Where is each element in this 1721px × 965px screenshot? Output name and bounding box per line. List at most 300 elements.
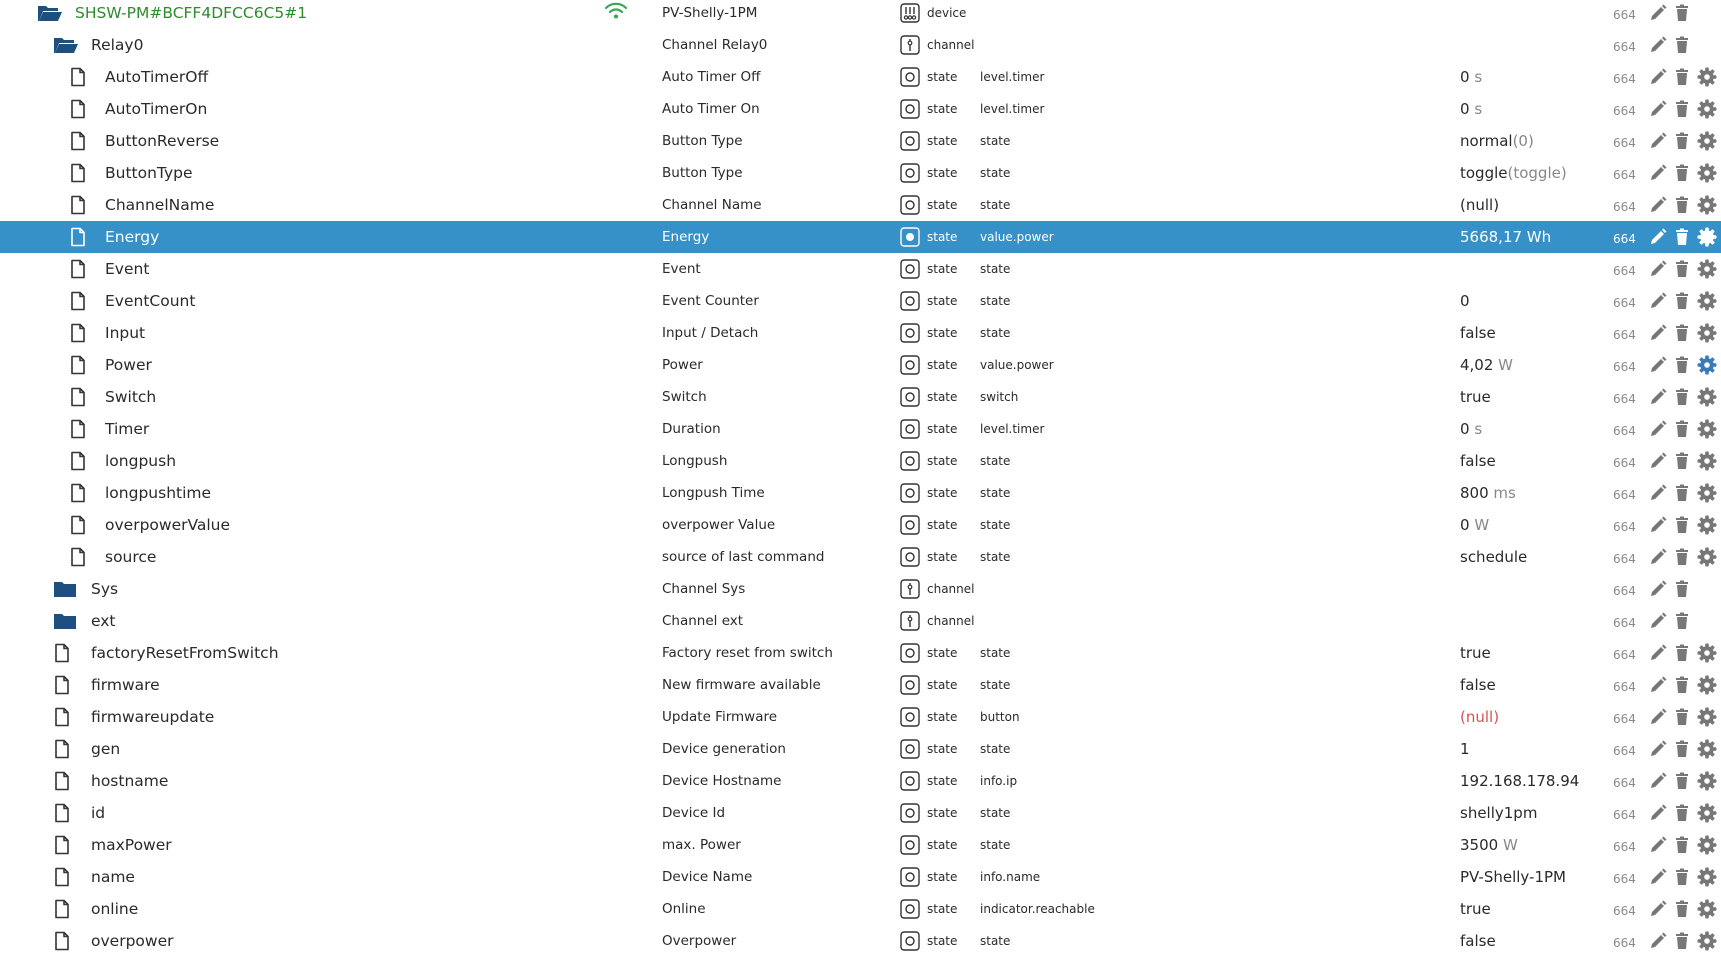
trash-icon[interactable] — [1672, 195, 1692, 215]
acl-value: 664 — [1613, 168, 1636, 182]
trash-icon[interactable] — [1672, 675, 1692, 695]
object-value[interactable] — [1460, 349, 1513, 381]
acl-value: 664 — [1613, 328, 1636, 342]
pencil-icon[interactable] — [1648, 163, 1668, 183]
trash-icon[interactable] — [1672, 99, 1692, 119]
gear-icon[interactable] — [1697, 931, 1717, 951]
tree-row[interactable] — [0, 861, 1721, 893]
tree-row[interactable] — [0, 637, 1721, 669]
object-id: longpushtime — [105, 484, 212, 502]
tree-row[interactable] — [0, 573, 1721, 605]
trash-icon[interactable] — [1672, 163, 1692, 183]
acl-value: 664 — [1613, 232, 1636, 246]
tree-row[interactable] — [0, 253, 1721, 285]
tree-row[interactable] — [0, 29, 1721, 61]
gear-icon[interactable] — [1697, 515, 1717, 535]
state-icon — [900, 67, 920, 87]
trash-icon[interactable] — [1672, 643, 1692, 663]
object-name[interactable]: Event Counter — [662, 293, 759, 309]
object-id: overpowerValue — [105, 516, 231, 534]
object-type: state — [927, 262, 958, 276]
pencil-icon[interactable] — [1648, 387, 1668, 407]
value-text: false — [1460, 676, 1496, 694]
value-text: 192.168.178.94 — [1460, 772, 1580, 790]
pencil-icon[interactable] — [1648, 707, 1668, 727]
file-icon[interactable] — [53, 771, 75, 791]
object-value[interactable] — [1460, 285, 1470, 317]
pencil-icon[interactable] — [1648, 355, 1668, 375]
object-name[interactable]: Button Type — [662, 133, 743, 149]
file-icon[interactable] — [69, 67, 91, 87]
object-role: level.timer — [980, 102, 1045, 116]
object-id: Switch — [105, 388, 157, 406]
object-type: state — [927, 550, 958, 564]
gear-icon[interactable] — [1697, 483, 1717, 503]
pencil-icon[interactable] — [1648, 899, 1668, 919]
object-name[interactable]: Channel Sys — [662, 581, 746, 597]
object-name[interactable]: Auto Timer On — [662, 101, 760, 117]
file-icon[interactable] — [69, 547, 91, 567]
state-icon — [900, 707, 920, 727]
gear-icon[interactable] — [1697, 419, 1717, 439]
tree-row[interactable] — [0, 669, 1721, 701]
pencil-icon[interactable] — [1648, 3, 1668, 23]
object-name[interactable]: Auto Timer Off — [662, 69, 761, 85]
trash-icon[interactable] — [1672, 291, 1692, 311]
file-icon[interactable] — [69, 227, 91, 247]
object-type: state — [927, 166, 958, 180]
object-name[interactable]: Duration — [662, 421, 721, 437]
gear-icon[interactable] — [1697, 771, 1717, 791]
trash-icon[interactable] — [1672, 355, 1692, 375]
object-type: channel — [927, 582, 975, 596]
pencil-icon[interactable] — [1648, 291, 1668, 311]
pencil-icon[interactable] — [1648, 835, 1668, 855]
object-value[interactable] — [1460, 541, 1527, 573]
object-id: AutoTimerOff — [105, 68, 209, 86]
pencil-icon[interactable] — [1648, 195, 1668, 215]
acl-value: 664 — [1613, 872, 1636, 886]
object-type: state — [927, 326, 958, 340]
file-icon[interactable] — [69, 131, 91, 151]
value-unit: s — [1469, 420, 1483, 438]
pencil-icon[interactable] — [1648, 259, 1668, 279]
gear-icon[interactable] — [1697, 259, 1717, 279]
object-type: channel — [927, 38, 975, 52]
object-name[interactable]: Update Firmware — [662, 709, 778, 725]
value-text: false — [1460, 324, 1496, 342]
tree-row[interactable] — [0, 541, 1721, 573]
object-value[interactable] — [1460, 381, 1491, 413]
object-role: state — [980, 934, 1011, 948]
tree-row[interactable] — [0, 285, 1721, 317]
tree-row[interactable] — [0, 317, 1721, 349]
object-value[interactable] — [1460, 829, 1518, 861]
object-name[interactable]: Factory reset from switch — [662, 645, 833, 661]
object-value[interactable] — [1460, 93, 1482, 125]
object-name[interactable]: Longpush Time — [662, 485, 765, 501]
file-icon[interactable] — [69, 99, 91, 119]
tree-row[interactable] — [0, 381, 1721, 413]
object-name[interactable]: Switch — [662, 389, 707, 405]
object-name[interactable]: Device Hostname — [662, 773, 782, 789]
value-unit: (toggle) — [1507, 164, 1567, 182]
acl-value: 664 — [1613, 456, 1636, 470]
trash-icon[interactable] — [1672, 3, 1692, 23]
trash-icon[interactable] — [1672, 579, 1692, 599]
state-icon — [900, 323, 920, 343]
acl-value: 664 — [1613, 72, 1636, 86]
folder-closed-icon[interactable] — [53, 579, 75, 599]
tree-row[interactable] — [0, 221, 1721, 253]
object-role: state — [980, 646, 1011, 660]
folder-open-icon[interactable] — [37, 3, 59, 23]
acl-value: 664 — [1613, 8, 1636, 22]
object-role: state — [980, 198, 1011, 212]
pencil-icon[interactable] — [1648, 771, 1668, 791]
folder-open-icon[interactable] — [53, 35, 75, 55]
object-value[interactable] — [1460, 637, 1491, 669]
object-id: Event — [105, 260, 150, 278]
gear-icon[interactable] — [1697, 323, 1717, 343]
object-type: state — [927, 902, 958, 916]
object-id: gen — [91, 740, 121, 758]
folder-closed-icon[interactable] — [53, 611, 75, 631]
object-name[interactable]: New firmware available — [662, 677, 821, 693]
file-icon[interactable] — [69, 419, 91, 439]
object-value[interactable] — [1460, 317, 1496, 349]
object-name[interactable]: Input / Detach — [662, 325, 759, 341]
pencil-icon[interactable] — [1648, 515, 1668, 535]
pencil-icon[interactable] — [1648, 643, 1668, 663]
object-id: Relay0 — [91, 36, 144, 54]
tree-row[interactable] — [0, 445, 1721, 477]
state-icon — [900, 291, 920, 311]
tree-row[interactable] — [0, 605, 1721, 637]
trash-icon[interactable] — [1672, 483, 1692, 503]
trash-icon[interactable] — [1672, 867, 1692, 887]
object-name[interactable]: PV-Shelly-1PM — [662, 5, 758, 21]
value-unit: W — [1493, 356, 1514, 374]
file-icon[interactable] — [69, 259, 91, 279]
object-type: state — [927, 646, 958, 660]
value-unit: ms — [1488, 484, 1516, 502]
object-name[interactable]: Device generation — [662, 741, 786, 757]
acl-value: 664 — [1613, 936, 1636, 950]
object-id: ChannelName — [105, 196, 215, 214]
pencil-icon[interactable] — [1648, 803, 1668, 823]
gear-icon[interactable] — [1697, 387, 1717, 407]
object-name[interactable]: Overpower — [662, 933, 737, 949]
trash-icon[interactable] — [1672, 611, 1692, 631]
object-name[interactable]: Button Type — [662, 165, 743, 181]
trash-icon[interactable] — [1672, 323, 1692, 343]
object-type: channel — [927, 614, 975, 628]
state-icon — [900, 259, 920, 279]
object-id: ButtonType — [105, 164, 193, 182]
trash-icon[interactable] — [1672, 419, 1692, 439]
object-value[interactable] — [1460, 445, 1496, 477]
pencil-icon[interactable] — [1648, 227, 1668, 247]
object-type: state — [927, 422, 958, 436]
object-type: state — [927, 774, 958, 788]
pencil-icon[interactable] — [1648, 451, 1668, 471]
tree-row[interactable] — [0, 157, 1721, 189]
object-name[interactable]: Online — [662, 901, 706, 917]
value-text: 800 — [1460, 484, 1489, 502]
file-icon[interactable] — [69, 355, 91, 375]
object-id: Timer — [105, 420, 150, 438]
object-type: state — [927, 294, 958, 308]
tree-row[interactable] — [0, 893, 1721, 925]
trash-icon[interactable] — [1672, 899, 1692, 919]
object-value[interactable] — [1460, 701, 1499, 733]
gear-icon[interactable] — [1697, 355, 1717, 375]
object-value[interactable] — [1460, 157, 1567, 189]
pencil-icon[interactable] — [1648, 931, 1668, 951]
gear-icon[interactable] — [1697, 291, 1717, 311]
trash-icon[interactable] — [1672, 515, 1692, 535]
object-value[interactable] — [1460, 861, 1566, 893]
pencil-icon[interactable] — [1648, 739, 1668, 759]
gear-icon[interactable] — [1697, 451, 1717, 471]
trash-icon[interactable] — [1672, 131, 1692, 151]
object-type: device — [927, 6, 967, 20]
pencil-icon[interactable] — [1648, 131, 1668, 151]
pencil-icon[interactable] — [1648, 579, 1668, 599]
trash-icon[interactable] — [1672, 803, 1692, 823]
tree-row[interactable] — [0, 701, 1721, 733]
file-icon[interactable] — [69, 163, 91, 183]
trash-icon[interactable] — [1672, 771, 1692, 791]
object-value[interactable] — [1460, 733, 1470, 765]
state-icon — [900, 355, 920, 375]
value-text: 0 — [1460, 292, 1470, 310]
object-role: state — [980, 454, 1011, 468]
file-icon[interactable] — [53, 739, 75, 759]
state-icon — [900, 515, 920, 535]
value-text: true — [1460, 644, 1491, 662]
state-icon — [900, 387, 920, 407]
trash-icon[interactable] — [1672, 227, 1692, 247]
gear-icon[interactable] — [1697, 99, 1717, 119]
object-value[interactable] — [1460, 125, 1534, 157]
object-value[interactable] — [1460, 669, 1496, 701]
tree-row[interactable] — [0, 925, 1721, 957]
object-name[interactable]: Channel ext — [662, 613, 744, 629]
object-id: Power — [105, 356, 152, 374]
tree-row[interactable] — [0, 797, 1721, 829]
state-icon — [900, 227, 920, 247]
file-icon[interactable] — [53, 707, 75, 727]
wifi-icon — [603, 0, 629, 21]
object-type: state — [927, 134, 958, 148]
object-id: firmware — [91, 676, 160, 694]
object-role: state — [980, 262, 1011, 276]
value-text: true — [1460, 900, 1491, 918]
trash-icon[interactable] — [1672, 35, 1692, 55]
object-value[interactable] — [1460, 925, 1496, 957]
gear-icon[interactable] — [1697, 707, 1717, 727]
state-icon — [900, 931, 920, 951]
acl-value: 664 — [1613, 840, 1636, 854]
object-role: state — [980, 678, 1011, 692]
object-type: state — [927, 678, 958, 692]
object-role: state — [980, 806, 1011, 820]
trash-icon[interactable] — [1672, 931, 1692, 951]
pencil-icon[interactable] — [1648, 867, 1668, 887]
tree-row[interactable] — [0, 765, 1721, 797]
trash-icon[interactable] — [1672, 67, 1692, 87]
value-text: 0 — [1460, 68, 1470, 86]
object-role: state — [980, 518, 1011, 532]
pencil-icon[interactable] — [1648, 419, 1668, 439]
tree-row[interactable] — [0, 189, 1721, 221]
object-id: longpush — [105, 452, 177, 470]
tree-row[interactable] — [0, 509, 1721, 541]
object-name[interactable]: Event — [662, 261, 701, 277]
acl-value: 664 — [1613, 488, 1636, 502]
state-icon — [900, 99, 920, 119]
trash-icon[interactable] — [1672, 451, 1692, 471]
object-type: state — [927, 358, 958, 372]
pencil-icon[interactable] — [1648, 611, 1668, 631]
state-icon — [900, 483, 920, 503]
object-value[interactable] — [1460, 189, 1499, 221]
object-role: state — [980, 294, 1011, 308]
value-unit: W — [1469, 516, 1490, 534]
object-name[interactable]: Longpush — [662, 453, 728, 469]
file-icon[interactable] — [53, 675, 75, 695]
gear-icon[interactable] — [1697, 227, 1717, 247]
object-value[interactable] — [1460, 477, 1516, 509]
gear-icon[interactable] — [1697, 643, 1717, 663]
tree-row[interactable] — [0, 0, 1721, 29]
file-icon[interactable] — [69, 451, 91, 471]
value-text: normal — [1460, 132, 1513, 150]
object-id: name — [91, 868, 135, 886]
file-icon[interactable] — [53, 899, 75, 919]
acl-value: 664 — [1613, 808, 1636, 822]
gear-icon[interactable] — [1697, 899, 1717, 919]
object-name[interactable]: Power — [662, 357, 703, 373]
object-role: state — [980, 838, 1011, 852]
object-name[interactable]: source of last command — [662, 549, 825, 565]
object-value[interactable] — [1460, 413, 1482, 445]
tree-row[interactable] — [0, 349, 1721, 381]
acl-value: 664 — [1613, 776, 1636, 790]
file-icon[interactable] — [69, 291, 91, 311]
value-unit: Wh — [1522, 228, 1552, 246]
gear-icon[interactable] — [1697, 739, 1717, 759]
object-name[interactable]: Channel Relay0 — [662, 37, 768, 53]
pencil-icon[interactable] — [1648, 99, 1668, 119]
file-icon[interactable] — [53, 803, 75, 823]
object-type: state — [927, 230, 958, 244]
file-icon[interactable] — [69, 515, 91, 535]
pencil-icon[interactable] — [1648, 323, 1668, 343]
trash-icon[interactable] — [1672, 259, 1692, 279]
file-icon[interactable] — [53, 931, 75, 951]
object-name[interactable]: Device Id — [662, 805, 726, 821]
state-icon — [900, 643, 920, 663]
tree-row[interactable] — [0, 733, 1721, 765]
tree-row[interactable] — [0, 413, 1721, 445]
tree-row[interactable] — [0, 477, 1721, 509]
file-icon[interactable] — [53, 867, 75, 887]
object-value[interactable] — [1460, 61, 1482, 93]
object-value[interactable] — [1460, 221, 1551, 253]
gear-icon[interactable] — [1697, 163, 1717, 183]
object-name[interactable]: overpower Value — [662, 517, 776, 533]
file-icon[interactable] — [53, 835, 75, 855]
file-icon[interactable] — [69, 387, 91, 407]
object-name[interactable]: max. Power — [662, 837, 741, 853]
gear-icon[interactable] — [1697, 675, 1717, 695]
gear-icon[interactable] — [1697, 803, 1717, 823]
state-icon — [900, 803, 920, 823]
gear-icon[interactable] — [1697, 867, 1717, 887]
pencil-icon[interactable] — [1648, 67, 1668, 87]
pencil-icon[interactable] — [1648, 483, 1668, 503]
tree-row[interactable] — [0, 93, 1721, 125]
acl-value: 664 — [1613, 200, 1636, 214]
file-icon[interactable] — [69, 195, 91, 215]
trash-icon[interactable] — [1672, 835, 1692, 855]
acl-value: 664 — [1613, 584, 1636, 598]
object-role: value.power — [980, 230, 1054, 244]
acl-value: 664 — [1613, 360, 1636, 374]
object-value[interactable] — [1460, 893, 1491, 925]
trash-icon[interactable] — [1672, 387, 1692, 407]
file-icon[interactable] — [69, 323, 91, 343]
object-id: ButtonReverse — [105, 132, 220, 150]
trash-icon[interactable] — [1672, 739, 1692, 759]
gear-icon[interactable] — [1697, 131, 1717, 151]
object-name[interactable]: Device Name — [662, 869, 753, 885]
object-value[interactable] — [1460, 797, 1537, 829]
gear-icon[interactable] — [1697, 195, 1717, 215]
tree-row[interactable] — [0, 125, 1721, 157]
file-icon[interactable] — [53, 643, 75, 663]
value-unit: (0) — [1512, 132, 1534, 150]
gear-icon[interactable] — [1697, 835, 1717, 855]
pencil-icon[interactable] — [1648, 547, 1668, 567]
acl-value: 664 — [1613, 552, 1636, 566]
gear-icon[interactable] — [1697, 547, 1717, 567]
object-id: maxPower — [91, 836, 172, 854]
trash-icon[interactable] — [1672, 707, 1692, 727]
object-value[interactable] — [1460, 509, 1489, 541]
object-id: Energy — [105, 228, 160, 246]
object-value[interactable] — [1460, 765, 1579, 797]
object-name[interactable]: Channel Name — [662, 197, 762, 213]
value-text: shelly1pm — [1460, 804, 1538, 822]
trash-icon[interactable] — [1672, 547, 1692, 567]
object-type: state — [927, 454, 958, 468]
pencil-icon[interactable] — [1648, 675, 1668, 695]
object-role: switch — [980, 390, 1019, 404]
tree-row[interactable] — [0, 829, 1721, 861]
tree-row[interactable] — [0, 61, 1721, 93]
gear-icon[interactable] — [1697, 67, 1717, 87]
pencil-icon[interactable] — [1648, 35, 1668, 55]
object-id: hostname — [91, 772, 169, 790]
object-role: state — [980, 134, 1011, 148]
object-name[interactable]: Energy — [662, 229, 710, 245]
object-role: state — [980, 166, 1011, 180]
file-icon[interactable] — [69, 483, 91, 503]
